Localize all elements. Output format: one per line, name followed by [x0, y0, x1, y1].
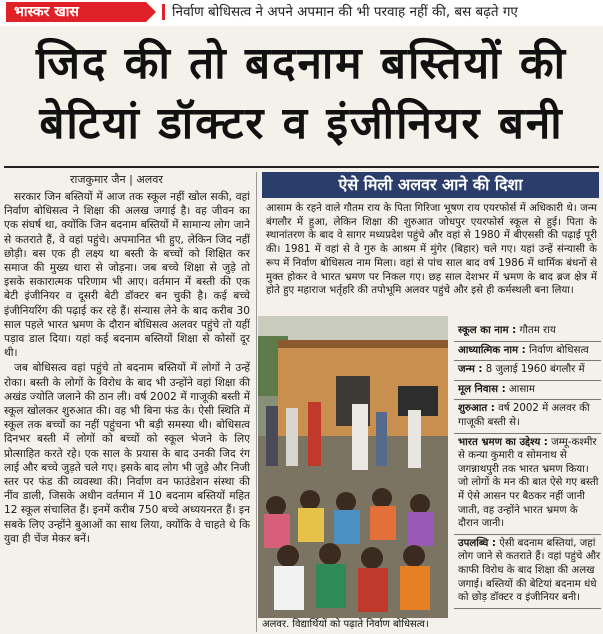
column-divider — [256, 172, 257, 632]
article-body — [4, 190, 250, 630]
article-paragraph: सरकार जिन बस्तियों में आज तक स्कूल नहीं खोल सकी, वहां निर्वाण बोधिसत्व ने शिक्षा की अलख जगाई है। वह जीवन का एक संघर्ष था, क्योंकि जिन बदनाम बस्तियों में सामान्य लोग जाने से कतराते हैं, वे वहां पहुंचे। अपमानित भी हुए, लेकिन जिद नहीं छोड़ी। बस एक ही लक्ष्य था बस्ती के बच्चों को शिक्षित कर समाज की मुख्य धारा से जोड़ना। जब बच्चे शिक्षा से जुड़े तो इसके सकारात्मक परिणाम भी आए। वर्तमान में बस्ती की एक बेटी इंजीनियर व दूसरी बेटी डॉक्टर बन चुकी है। कई बच्चे इंजीनियरिंग की पढ़ाई कर रहे हैं। संन्यास लेने के बाद करीब 30 साल पहले भारत भ्रमण के दौरान बोधिसत्व अलवर पहुंचे तो यहीं पड़ाव डाल दिया। यहां कई बदनाम बस्तियों शिक्षा से कोसों दूर थी। — [4, 191, 250, 360]
sidebar-box-heading: ऐसे मिली अलवर आने की दिशा — [262, 172, 599, 198]
fact-label: जन्म : — [458, 364, 483, 376]
fact-row — [454, 535, 601, 609]
fact-row — [454, 322, 601, 342]
fact-value: ऐसी बदनाम बस्तियां, जहां लोग जाने से कतराते हैं। वहां पहुंचे और काफी विरोध के बाद शिक्षा की अलख जगाई। बस्तियों की बेटियां बदनाम धंधे को छोड़ डॉक्टर व इंजीनियर बनी। — [458, 537, 601, 604]
fact-value: निर्वाण बोधिसत्व — [529, 344, 589, 356]
fact-value: वर्ष 2002 में अलवर की गाजूकी बस्ती से। — [458, 403, 590, 428]
fact-label: उपलब्धि : — [458, 537, 496, 549]
fact-value: गौतम राय — [519, 325, 556, 336]
fact-label: शुरुआत : — [458, 403, 495, 415]
fact-row — [454, 400, 601, 433]
sidebar-box-intro: आसाम के रहने वाले गौतम राय के पिता गिरिजा भूषण राय एयरफोर्स में अधिकारी थे। जन्म बंगलौर में हुआ, लेकिन शिक्षा की शुरुआत जोधपुर एयरफोर्स स्कूल से हुई। पिता के स्थानांतरण के बाद वे सागर मध्यप्रदेश पहुंचे और वहां से 1980 में बीएससी की पढ़ाई पूरी की। 1981 में वहां से वे गुरु के आश्रम में मुंगेर (बिहार) चले गए। यहां उन्हें संन्यासी के रूप में निर्वाण बोधिसत्व नाम मिला। वहां से पांच साल बाद वर्ष 1986 में धार्मिक बंधनों से मुक्त होकर वे भारत भ्रमण पर निकल गए। छह साल देशभर में भ्रमण के बाद ब्रज क्षेत्र में होते हुए महाराज भर्तृहरि की तपोभूमि अलवर पहुंचे और इसे ही कर्मस्थली बना लिया। — [266, 203, 597, 297]
headline-line-1: जिद की तो बदनाम बस्तियों की — [35, 38, 568, 89]
fact-value: आसाम — [508, 383, 535, 395]
facts-panel — [454, 322, 601, 632]
fact-label: भारत भ्रमण का उद्देश्य : — [458, 436, 548, 448]
byline: राजकुमार जैन | अलवर — [70, 173, 163, 186]
building-roof — [278, 340, 448, 348]
photo-caption: अलवर. विद्यार्थियों को पढ़ाते निर्वाण बोधिसत्व। — [262, 619, 429, 630]
fact-row — [454, 434, 601, 535]
fact-label: आध्यात्मिक नाम : — [458, 344, 526, 356]
kicker-text: निर्वाण बोधिसत्व ने अपने अपमान की भी परवाह नहीं की, बस बढ़ते गए — [172, 4, 518, 20]
kicker-divider — [162, 4, 165, 20]
fact-value: 8 जुलाई 1960 बंगलौर में — [485, 364, 585, 376]
fact-row — [454, 381, 601, 401]
headline-rule — [4, 166, 599, 168]
fact-label: स्कूल का नाम : — [458, 325, 517, 336]
brand-label: भास्कर खास — [6, 2, 146, 22]
fact-row — [454, 361, 601, 381]
news-photo — [258, 316, 448, 618]
fact-label: मूल निवास : — [458, 383, 506, 395]
fact-row — [454, 342, 601, 362]
top-banner — [0, 0, 603, 26]
classroom-photo-illustration — [258, 316, 448, 618]
article-paragraph: जब बोधिसत्व वहां पहुंचे तो बदनाम बस्तियों में लोगों ने उन्हें रोका। बस्ती के लोगों के विरोध के बाद भी उन्होंने वहां शिक्षा की अखंड ज्योति जलाने की ठान ली। वर्ष 2002 में गाजूकी बस्ती में स्कूल खोलकर शुरुआत की। वह भी बिना फंड के। ऐसी स्थिति में स्कूल तक बच्चों का नहीं पहुंचना भी बड़ी समस्या थी। बोधिसत्व दिनभर बस्ती में लोगों को बच्चों को स्कूल भेजने के लिए प्रोत्साहित करते रहे। एक साल के प्रयास के बाद उनकी जिद रंग लाई और बच्चे जुड़ते चले गए। इसके बाद लोग भी जुड़े और निजी स्तर पर फंड की व्यवस्था की। निर्वाण वन फाउंडेशन संस्था की नींव डाली, जिसके अधीन वर्तमान में 10 बदनाम बस्तियों महित 12 स्कूल संचालित हैं। इनमें करीब 750 बच्चे अध्ययनरत हैं। इन सबके लिए उन्होंने बुआओं का साथ लिया, क्योंकि वे चाहते थे कि युवा ही चेंज मेकर बनें। — [4, 362, 250, 545]
headline-line-2: बेटियां डॉक्टर व इंजीनियर बनी — [39, 98, 564, 149]
brand-arrow — [146, 2, 156, 22]
fact-value: जम्मू-कश्मीर से कन्या कुमारी व सोमनाथ से जगन्नाथपुरी तक भारत भ्रमण किया। जो लोगों के मन की बात ऐसे गए बस्ती में ऐसे आसन पर बैठकर नहीं जानी जाती, वह उन्होंने भारत भ्रमण के दौरान जानी। — [458, 436, 599, 530]
